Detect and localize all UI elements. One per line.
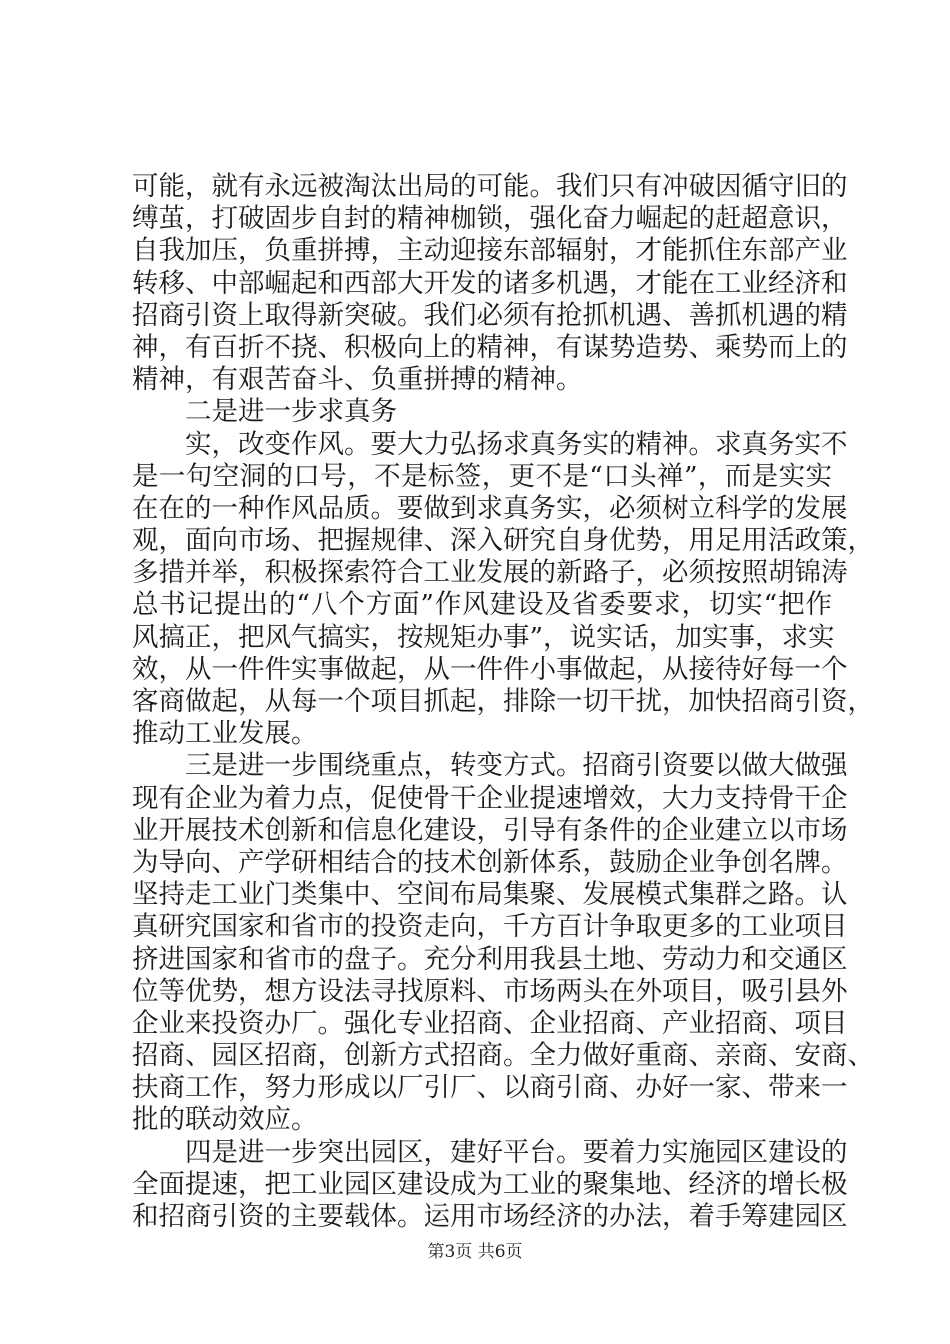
text-line: 全面提速，把工业园区建设成为工业的聚集地、经济的增长极 bbox=[132, 1168, 848, 1200]
text-line: 招商引资上取得新突破。我们必须有抢抓机遇、善抓机遇的精 bbox=[132, 299, 848, 331]
text-line: 转移、中部崛起和西部大开发的诸多机遇，才能在工业经济和 bbox=[132, 267, 848, 299]
text-line: 观，面向市场、把握规律、深入研究自身优势，用足用活政策， bbox=[132, 525, 874, 557]
text-line: 坚持走工业门类集中、空间布局集聚、发展模式集群之路。认 bbox=[132, 879, 848, 911]
text-line: 位等优势，想方设法寻找原料、市场两头在外项目，吸引县外 bbox=[132, 975, 848, 1007]
text-line: 二是进一步求真务 bbox=[132, 396, 397, 428]
text-line: 挤进国家和省市的盘子。充分利用我县土地、劳动力和交通区 bbox=[132, 943, 848, 975]
text-line: 风搞正，把风气搞实，按规矩办事”，说实话，加实事，求实 bbox=[132, 621, 835, 653]
text-line: 四是进一步突出园区，建好平台。要着力实施园区建设的 bbox=[132, 1136, 848, 1168]
text-line: 可能，就有永远被淘汰出局的可能。我们只有冲破因循守旧的 bbox=[132, 171, 848, 202]
text-line: 和招商引资的主要载体。运用市场经济的办法，着手筹建园区 bbox=[132, 1201, 848, 1232]
text-line: 缚茧，打破固步自封的精神枷锁，强化奋力崛起的赶超意识， bbox=[132, 203, 848, 235]
text-line: 推动工业发展。 bbox=[132, 718, 318, 750]
text-line: 总书记提出的“八个方面”作风建设及省委要求，切实“把作 bbox=[132, 589, 832, 621]
text-line: 企业来投资办厂。强化专业招商、企业招商、产业招商、项目 bbox=[132, 1007, 848, 1039]
text-line: 为导向、产学研相结合的技术创新体系，鼓励企业争创名牌。 bbox=[132, 846, 848, 878]
text-line: 现有企业为着力点，促使骨干企业提速增效，大力支持骨干企 bbox=[132, 782, 848, 814]
text-line: 神，有百折不挠、积极向上的精神，有谋势造势、乘势而上的 bbox=[132, 331, 848, 363]
body-text bbox=[132, 171, 874, 1233]
text-line: 业开展技术创新和信息化建设，引导有条件的企业建立以市场 bbox=[132, 814, 848, 846]
text-line: 实，改变作风。要大力弘扬求真务实的精神。求真务实不 bbox=[132, 428, 848, 460]
text-line: 真研究国家和省市的投资走向，千方百计争取更多的工业项目 bbox=[132, 911, 848, 943]
text-line: 效，从一件件实事做起，从一件件小事做起，从接待好每一个 bbox=[132, 653, 848, 685]
text-line: 在在的一种作风品质。要做到求真务实，必须树立科学的发展 bbox=[132, 492, 848, 524]
text-line: 批的联动效应。 bbox=[132, 1104, 318, 1136]
text-line: 自我加压，负重拼搏，主动迎接东部辐射，才能抓住东部产业 bbox=[132, 235, 848, 267]
text-line: 扶商工作，努力形成以厂引厂、以商引商、办好一家、带来一 bbox=[132, 1072, 848, 1104]
text-line: 三是进一步围绕重点，转变方式。招商引资要以做大做强 bbox=[132, 750, 848, 782]
text-line: 客商做起，从每一个项目抓起，排除一切干扰，加快招商引资， bbox=[132, 686, 874, 717]
page-footer: 第3页 共6页 bbox=[427, 1242, 523, 1262]
text-line: 精神，有艰苦奋斗、负重拼搏的精神。 bbox=[132, 364, 583, 396]
text-line: 招商、园区招商，创新方式招商。全力做好重商、亲商、安商、 bbox=[132, 1040, 874, 1072]
text-line: 是一句空洞的口号，不是标签，更不是“口头禅”，而是实实 bbox=[132, 460, 832, 492]
text-line: 多措并举，积极探索符合工业发展的新路子，必须按照胡锦涛 bbox=[132, 557, 848, 589]
